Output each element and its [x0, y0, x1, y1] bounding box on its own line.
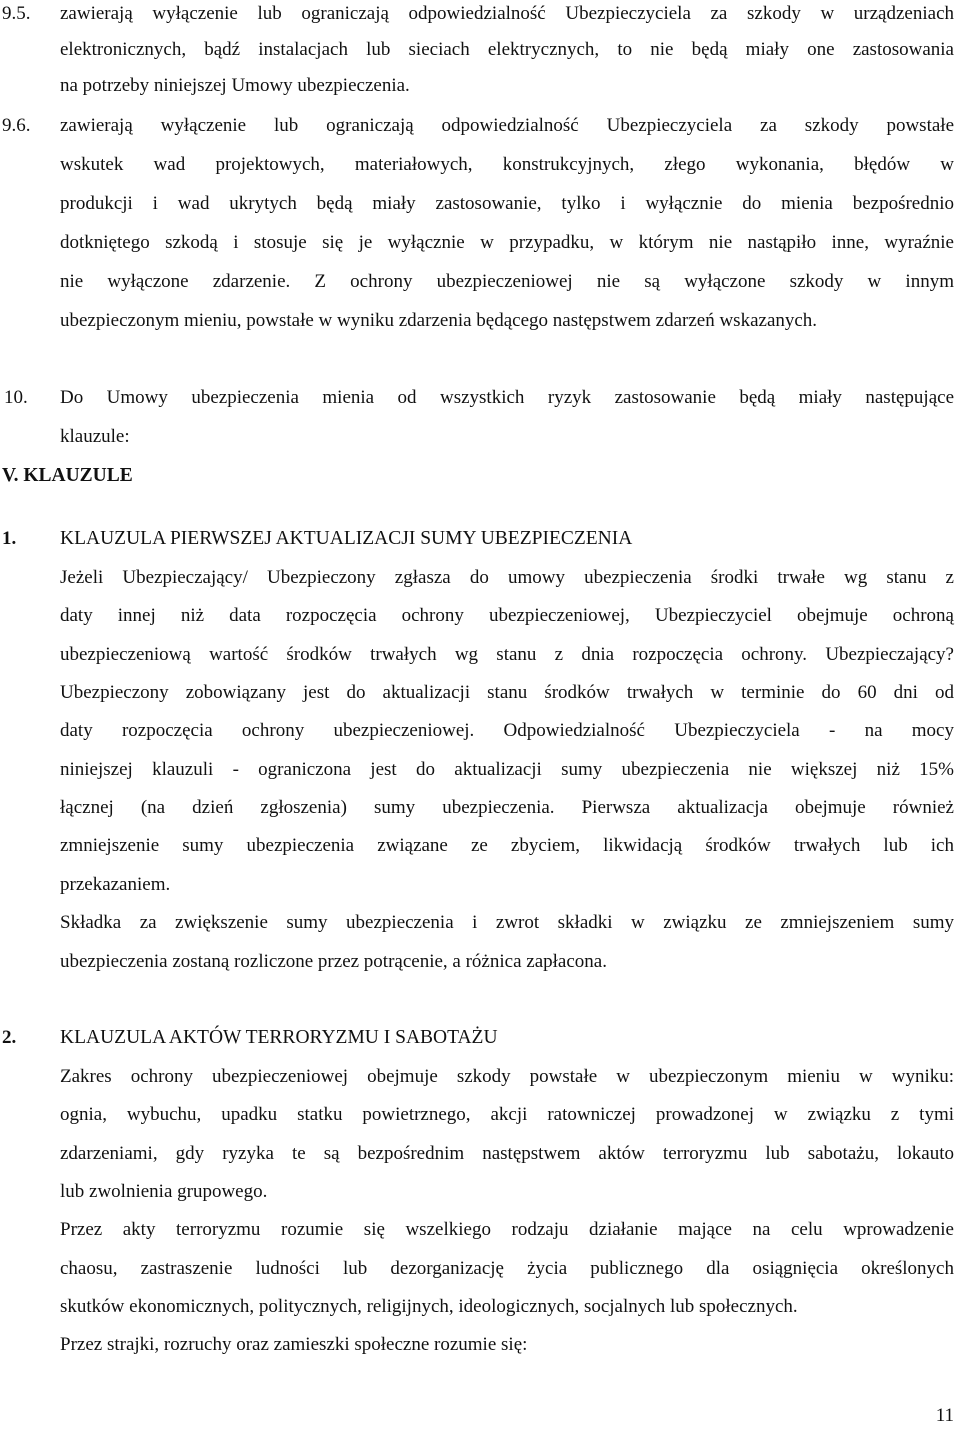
- paragraph-line: daty rozpoczęcia ochrony ubezpieczeniowej. Odpowiedzialność Ubezpieczyciela - na mocy: [60, 720, 954, 741]
- paragraph-line: niniejszej klauzuli - ograniczona jest do aktualizacji sumy ubezpieczenia nie większej niż 15%: [60, 759, 954, 780]
- paragraph-line: elektronicznych, bądź instalacjach lub sieciach elektrycznych, to nie będą miały one zastosowania: [60, 39, 954, 60]
- paragraph-line: nie wyłączone zdarzenie. Z ochrony ubezpieczeniowej nie są wyłączone szkody w innym: [60, 271, 954, 292]
- paragraph-line: produkcji i wad ukrytych będą miały zastosowanie, tylko i wyłącznie do mienia bezpośrednio: [60, 193, 954, 214]
- paragraph-line: zawierają wyłączenie lub ograniczają odpowiedzialność Ubezpieczyciela za szkody w urządzeniach: [60, 3, 954, 24]
- paragraph-line: chaosu, zastraszenie ludności lub dezorganizację życia publicznego dla osiągnięcia określonych: [60, 1258, 954, 1279]
- paragraph-line: Przez akty terroryzmu rozumie się wszelkiego rodzaju działanie mające na celu wprowadzenie: [60, 1219, 954, 1240]
- paragraph-line: zdarzeniami, gdy ryzyka te są bezpośrednim następstwem aktów terroryzmu lub sabotażu, lokauto: [60, 1143, 954, 1164]
- paragraph-line: dotkniętego szkodą i stosuje się je wyłącznie w przypadku, w którym nie nastąpiło inne, wyraźnie: [60, 232, 954, 253]
- paragraph-line: klauzule:: [60, 426, 130, 447]
- section-heading: V. KLAUZULE: [2, 465, 133, 486]
- paragraph-line: ubezpieczeniową wartość środków trwałych wg stanu z dnia rozpoczęcia ochrony. Ubezpieczający?: [60, 644, 954, 665]
- paragraph-line: lub zwolnienia grupowego.: [60, 1181, 268, 1202]
- clause-title: KLAUZULA PIERWSZEJ AKTUALIZACJI SUMY UBEZPIECZENIA: [60, 528, 633, 549]
- paragraph-line: ognia, wybuchu, upadku statku powietrznego, akcji ratowniczej prowadzonej w związku z tymi: [60, 1104, 954, 1125]
- paragraph-line: Zakres ochrony ubezpieczeniowej obejmuje szkody powstałe w ubezpieczonym mieniu w wyniku:: [60, 1066, 954, 1087]
- clause-title: KLAUZULA AKTÓW TERRORYZMU I SABOTAŻU: [60, 1027, 498, 1048]
- paragraph-line: Do Umowy ubezpieczenia mienia od wszystkich ryzyk zastosowanie będą miały następujące: [60, 387, 954, 408]
- item-number: 9.5.: [2, 3, 31, 24]
- paragraph-line: Ubezpieczony zobowiązany jest do aktualizacji stanu środków trwałych w terminie do 60 dni od: [60, 682, 954, 703]
- paragraph-line: Przez strajki, rozruchy oraz zamieszki społeczne rozumie się:: [60, 1334, 528, 1355]
- paragraph-line: Jeżeli Ubezpieczający/ Ubezpieczony zgłasza do umowy ubezpieczenia środki trwałe wg stanu z: [60, 567, 954, 588]
- paragraph-line: zawierają wyłączenie lub ograniczają odpowiedzialność Ubezpieczyciela za szkody powstałe: [60, 115, 954, 136]
- paragraph-line: łącznej (na dzień zgłoszenia) sumy ubezpieczenia. Pierwsza aktualizacja obejmuje również: [60, 797, 954, 818]
- paragraph-line: skutków ekonomicznych, politycznych, religijnych, ideologicznych, socjalnych lub społecznych.: [60, 1296, 798, 1317]
- item-number: 9.6.: [2, 115, 31, 136]
- paragraph-line: zmniejszenie sumy ubezpieczenia związane ze zbyciem, likwidacją środków trwałych lub ich: [60, 835, 954, 856]
- paragraph-line: ubezpieczenia zostaną rozliczone przez potrącenie, a różnica zapłacona.: [60, 951, 607, 972]
- page-number: 11: [935, 1405, 954, 1426]
- item-number: 10.: [4, 387, 28, 408]
- paragraph-line: przekazaniem.: [60, 874, 171, 895]
- clause-number: 2.: [2, 1027, 17, 1048]
- paragraph-line: Składka za zwiększenie sumy ubezpieczenia i zwrot składki w związku ze zmniejszeniem sumy: [60, 912, 954, 933]
- paragraph-line: wskutek wad projektowych, materiałowych, konstrukcyjnych, złego wykonania, błędów w: [60, 154, 954, 175]
- paragraph-line: daty innej niż data rozpoczęcia ochrony ubezpieczeniowej, Ubezpieczyciel obejmuje ochroną: [60, 605, 954, 626]
- paragraph-line: ubezpieczonym mieniu, powstałe w wyniku zdarzenia będącego następstwem zdarzeń wskazanych.: [60, 310, 818, 331]
- paragraph-line: na potrzeby niniejszej Umowy ubezpieczenia.: [60, 75, 410, 96]
- clause-number: 1.: [2, 528, 17, 549]
